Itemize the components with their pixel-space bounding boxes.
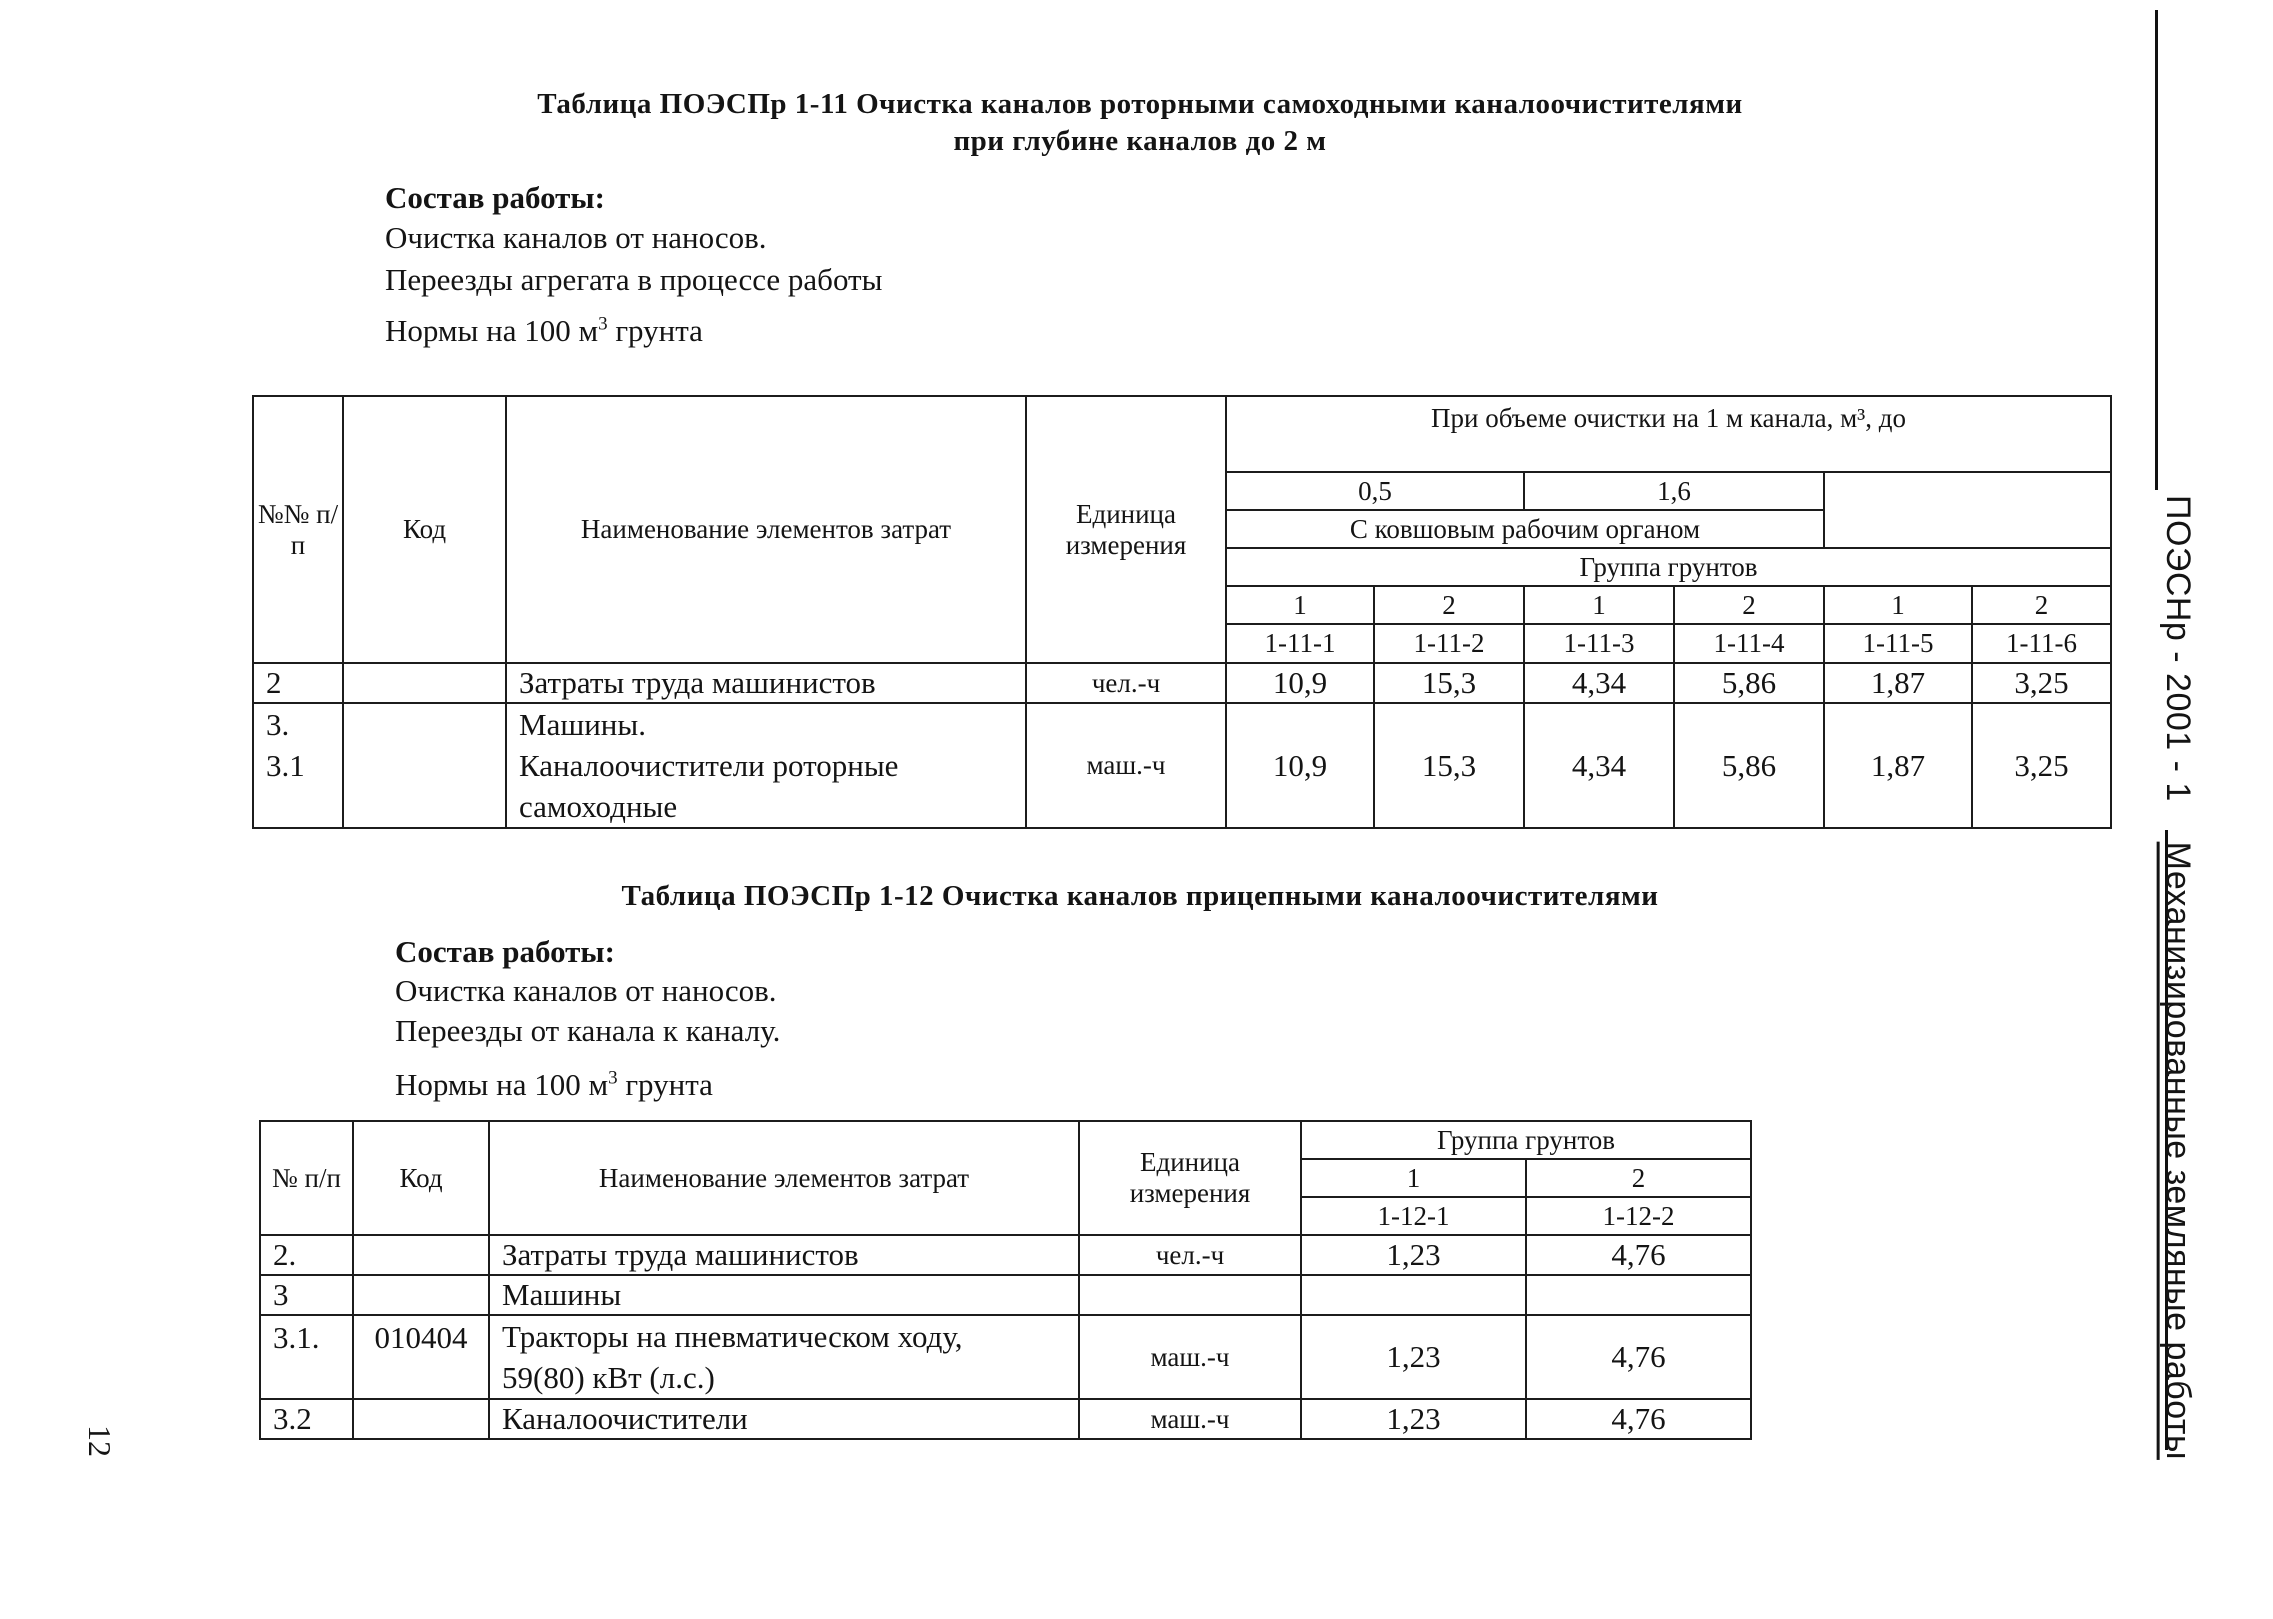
table-row — [253, 663, 2111, 703]
binding-line — [2155, 10, 2158, 490]
header-name: Наименование элементов затрат — [506, 396, 1026, 663]
table1-work-label: Состав работы: — [385, 180, 605, 215]
group-cell: 1 — [1824, 586, 1972, 624]
side-title-section: Механизированные земляные работы — [2159, 841, 2197, 1460]
code-cell: 1-12-1 — [1301, 1197, 1526, 1235]
row-num: 2 — [253, 663, 343, 703]
code-cell: 1-11-2 — [1374, 624, 1524, 663]
table1-work-item-2: Переезды агрегата в процессе работы — [385, 262, 883, 297]
group-cell: 2 — [1374, 586, 1524, 624]
row-name: Затраты труда машинистов — [489, 1235, 1079, 1275]
row-value: 4,34 — [1524, 703, 1674, 828]
header-soil-group: Группа грунтов — [1226, 548, 2111, 586]
table2 — [259, 1120, 1752, 1440]
page-number: 12 — [82, 1425, 118, 1457]
table2-work-item-1: Очистка каналов от наносов. — [395, 973, 777, 1008]
table-row — [260, 1235, 1751, 1275]
row-unit: чел.-ч — [1079, 1235, 1301, 1275]
row-name: Машины. Каналоочистители роторные самоходные — [506, 703, 1026, 828]
row-name: Машины — [489, 1275, 1079, 1315]
row-num: 3. 3.1 — [253, 703, 343, 828]
norms-superscript: 3 — [598, 313, 608, 335]
row-value: 1,87 — [1824, 703, 1972, 828]
row-code — [353, 1275, 489, 1315]
row-num: 2. — [260, 1235, 353, 1275]
row-value: 15,3 — [1374, 663, 1524, 703]
header-num: № п/п — [260, 1121, 353, 1235]
row-num: 3.1. — [260, 1315, 353, 1399]
table2-work-item-2: Переезды от канала к каналу. — [395, 1013, 781, 1048]
table1 — [252, 395, 2112, 829]
row-value: 5,86 — [1674, 703, 1824, 828]
table2-title: Таблица ПОЭСПр 1-12 Очистка каналов прицепными каналоочистителями — [621, 880, 1659, 912]
row-value: 3,25 — [1972, 663, 2111, 703]
table-row — [260, 1315, 1751, 1399]
header-volume-b: 1,6 — [1524, 472, 1824, 510]
table1-norms: Нормы на 100 $м^3$ грунта — [385, 313, 703, 348]
row-code — [353, 1399, 489, 1439]
table1-title: Таблица ПОЭСПр 1-11 Очистка каналов роторными самоходными каналоочистителями — [537, 88, 1743, 120]
code-cell: 1-11-5 — [1824, 624, 1972, 663]
row-name: Каналоочистители — [489, 1399, 1079, 1439]
row-value: 1,23 — [1301, 1235, 1526, 1275]
header-code: Код — [343, 396, 506, 663]
row-value: 1,23 — [1301, 1315, 1526, 1399]
row-value: 4,76 — [1526, 1399, 1751, 1439]
row-value: 10,9 — [1226, 703, 1374, 828]
group-cell: 1 — [1524, 586, 1674, 624]
table1-work-item-1: Очистка каналов от наносов. — [385, 220, 767, 255]
row-code — [343, 703, 506, 828]
group-cell: 2 — [1674, 586, 1824, 624]
table2-work-label: Состав работы: — [395, 934, 615, 969]
code-cell: 1-11-6 — [1972, 624, 2111, 663]
row-value: 3,25 — [1972, 703, 2111, 828]
row-value — [1526, 1275, 1751, 1315]
table-row — [253, 703, 2111, 828]
row-value: 4,76 — [1526, 1315, 1751, 1399]
header-soil-group: Группа грунтов — [1301, 1121, 1751, 1159]
header-num: №№ п/п — [253, 396, 343, 663]
side-title-code: ПОЭСНр - 2001 - 1 — [2159, 495, 2197, 802]
header-volume-a: 0,5 — [1226, 472, 1524, 510]
row-value: 4,34 — [1524, 663, 1674, 703]
group-cell: 1 — [1301, 1159, 1526, 1197]
row-value: 15,3 — [1374, 703, 1524, 828]
row-unit: маш.-ч — [1079, 1399, 1301, 1439]
row-name: Тракторы на пневматическом ходу, 59(80) кВт (л.с.) — [489, 1315, 1079, 1399]
header-code: Код — [353, 1121, 489, 1235]
side-title — [2158, 495, 2197, 1460]
row-unit: маш.-ч — [1079, 1315, 1301, 1399]
row-num: 3.2 — [260, 1399, 353, 1439]
table-row — [260, 1275, 1751, 1315]
row-code — [343, 663, 506, 703]
row-code — [353, 1235, 489, 1275]
header-unit: Единица измерения — [1079, 1121, 1301, 1235]
row-value: 5,86 — [1674, 663, 1824, 703]
header-volume: При объеме очистки на 1 м канала, м³, до — [1226, 396, 2111, 472]
table1-title-line2: при глубине каналов до 2 м — [953, 125, 1327, 157]
row-value: 1,23 — [1301, 1399, 1526, 1439]
code-cell: 1-11-3 — [1524, 624, 1674, 663]
row-value — [1301, 1275, 1526, 1315]
group-cell: 2 — [1972, 586, 2111, 624]
group-cell: 2 — [1526, 1159, 1751, 1197]
group-cell: 1 — [1226, 586, 1374, 624]
header-unit: Единица измерения — [1026, 396, 1226, 663]
header-name: Наименование элементов затрат — [489, 1121, 1079, 1235]
row-code: 010404 — [353, 1315, 489, 1399]
norms-superscript: 3 — [608, 1067, 618, 1089]
table2-norms: Нормы на 100 $м^3$ грунта — [395, 1067, 713, 1102]
row-unit: чел.-ч — [1026, 663, 1226, 703]
row-value: 10,9 — [1226, 663, 1374, 703]
row-name: Затраты труда машинистов — [506, 663, 1026, 703]
code-cell: 1-11-4 — [1674, 624, 1824, 663]
row-unit: маш.-ч — [1026, 703, 1226, 828]
row-unit — [1079, 1275, 1301, 1315]
table-row — [260, 1399, 1751, 1439]
code-cell: 1-11-1 — [1226, 624, 1374, 663]
code-cell: 1-12-2 — [1526, 1197, 1751, 1235]
row-value: 4,76 — [1526, 1235, 1751, 1275]
header-bucket: С ковшовым рабочим органом — [1226, 510, 1824, 548]
row-num: 3 — [260, 1275, 353, 1315]
row-value: 1,87 — [1824, 663, 1972, 703]
